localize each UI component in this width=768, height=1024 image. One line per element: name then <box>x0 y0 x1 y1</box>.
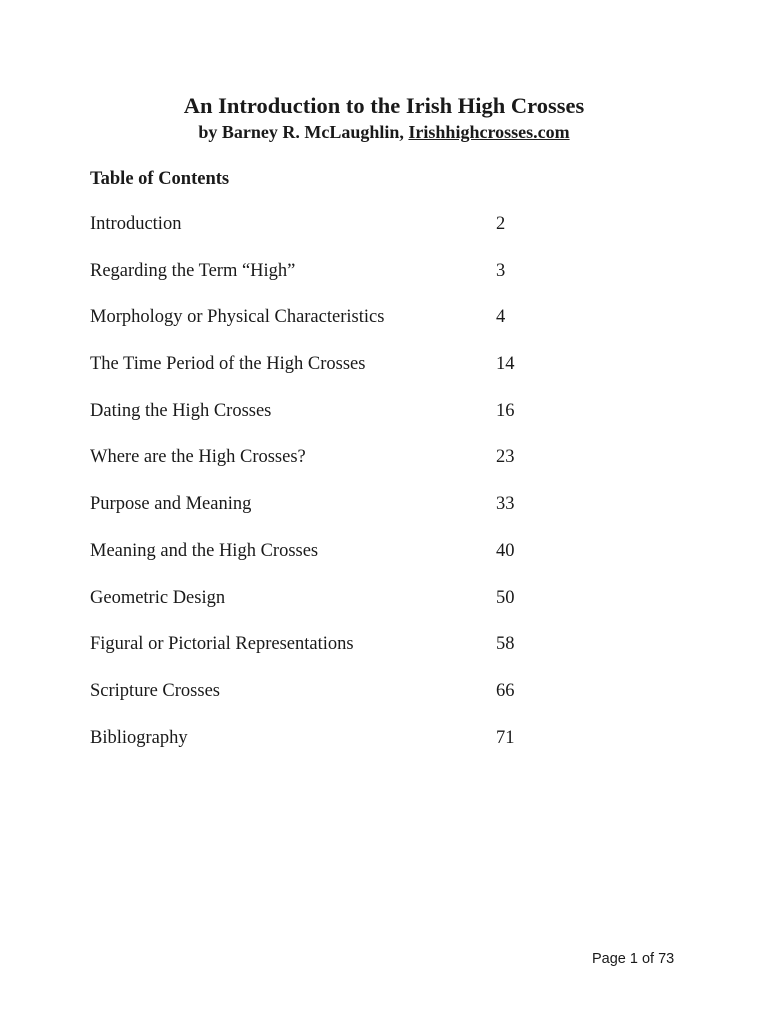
toc-entry-title: Where are the High Crosses? <box>90 447 306 468</box>
toc-entry-page: 58 <box>496 634 515 655</box>
toc-entry-page: 14 <box>496 354 515 375</box>
toc-entry-page: 16 <box>496 400 515 421</box>
toc-entry-title: Figural or Pictorial Representations <box>90 634 354 655</box>
document-title: An Introduction to the Irish High Crosses <box>183 93 585 118</box>
toc-entry-page: 2 <box>496 214 506 234</box>
toc-entry <box>90 539 530 586</box>
toc-entry <box>90 492 530 539</box>
title-block <box>0 92 768 144</box>
toc-entry-page: 23 <box>496 447 515 468</box>
document-byline <box>0 120 768 144</box>
toc-entry-title: Introduction <box>90 214 182 234</box>
toc-entry <box>90 445 530 492</box>
toc-entry <box>90 212 530 259</box>
toc-entry-page: 4 <box>496 307 506 328</box>
toc-entry <box>90 632 530 679</box>
toc-entry-title: Bibliography <box>90 727 188 748</box>
toc-entry-page: 3 <box>496 260 506 281</box>
byline-author: by Barney R. McLaughlin, <box>198 122 409 142</box>
toc-entry-page: 50 <box>496 587 515 608</box>
toc-entry-page: 33 <box>496 494 515 515</box>
toc-entry <box>90 305 530 352</box>
toc-entry <box>90 679 530 726</box>
toc-entry-title: Regarding the Term “High” <box>90 260 296 281</box>
toc-entry-title: The Time Period of the High Crosses <box>90 354 366 375</box>
page-indicator: Page 1 of 73 <box>592 951 675 967</box>
toc-entry <box>90 352 530 399</box>
toc-heading: Table of Contents <box>90 169 230 189</box>
toc-entry-title: Meaning and the High Crosses <box>90 540 319 561</box>
website-link[interactable]: Irishhighcrosses.com <box>408 122 570 142</box>
toc-entry-page: 71 <box>496 727 515 748</box>
toc-entry-title: Geometric Design <box>90 587 226 608</box>
toc-entry <box>90 259 530 306</box>
toc-entry-page: 66 <box>496 680 515 701</box>
toc-entry <box>90 586 530 633</box>
toc-entry-title: Dating the High Crosses <box>90 400 272 421</box>
toc-entry-title: Morphology or Physical Characteristics <box>90 307 385 328</box>
toc-entry <box>90 399 530 446</box>
toc-entry-title: Purpose and Meaning <box>90 494 252 515</box>
toc-list <box>90 212 530 772</box>
toc-entry-title: Scripture Crosses <box>90 680 220 701</box>
toc-entry-page: 40 <box>496 540 515 561</box>
toc-entry <box>90 726 530 773</box>
